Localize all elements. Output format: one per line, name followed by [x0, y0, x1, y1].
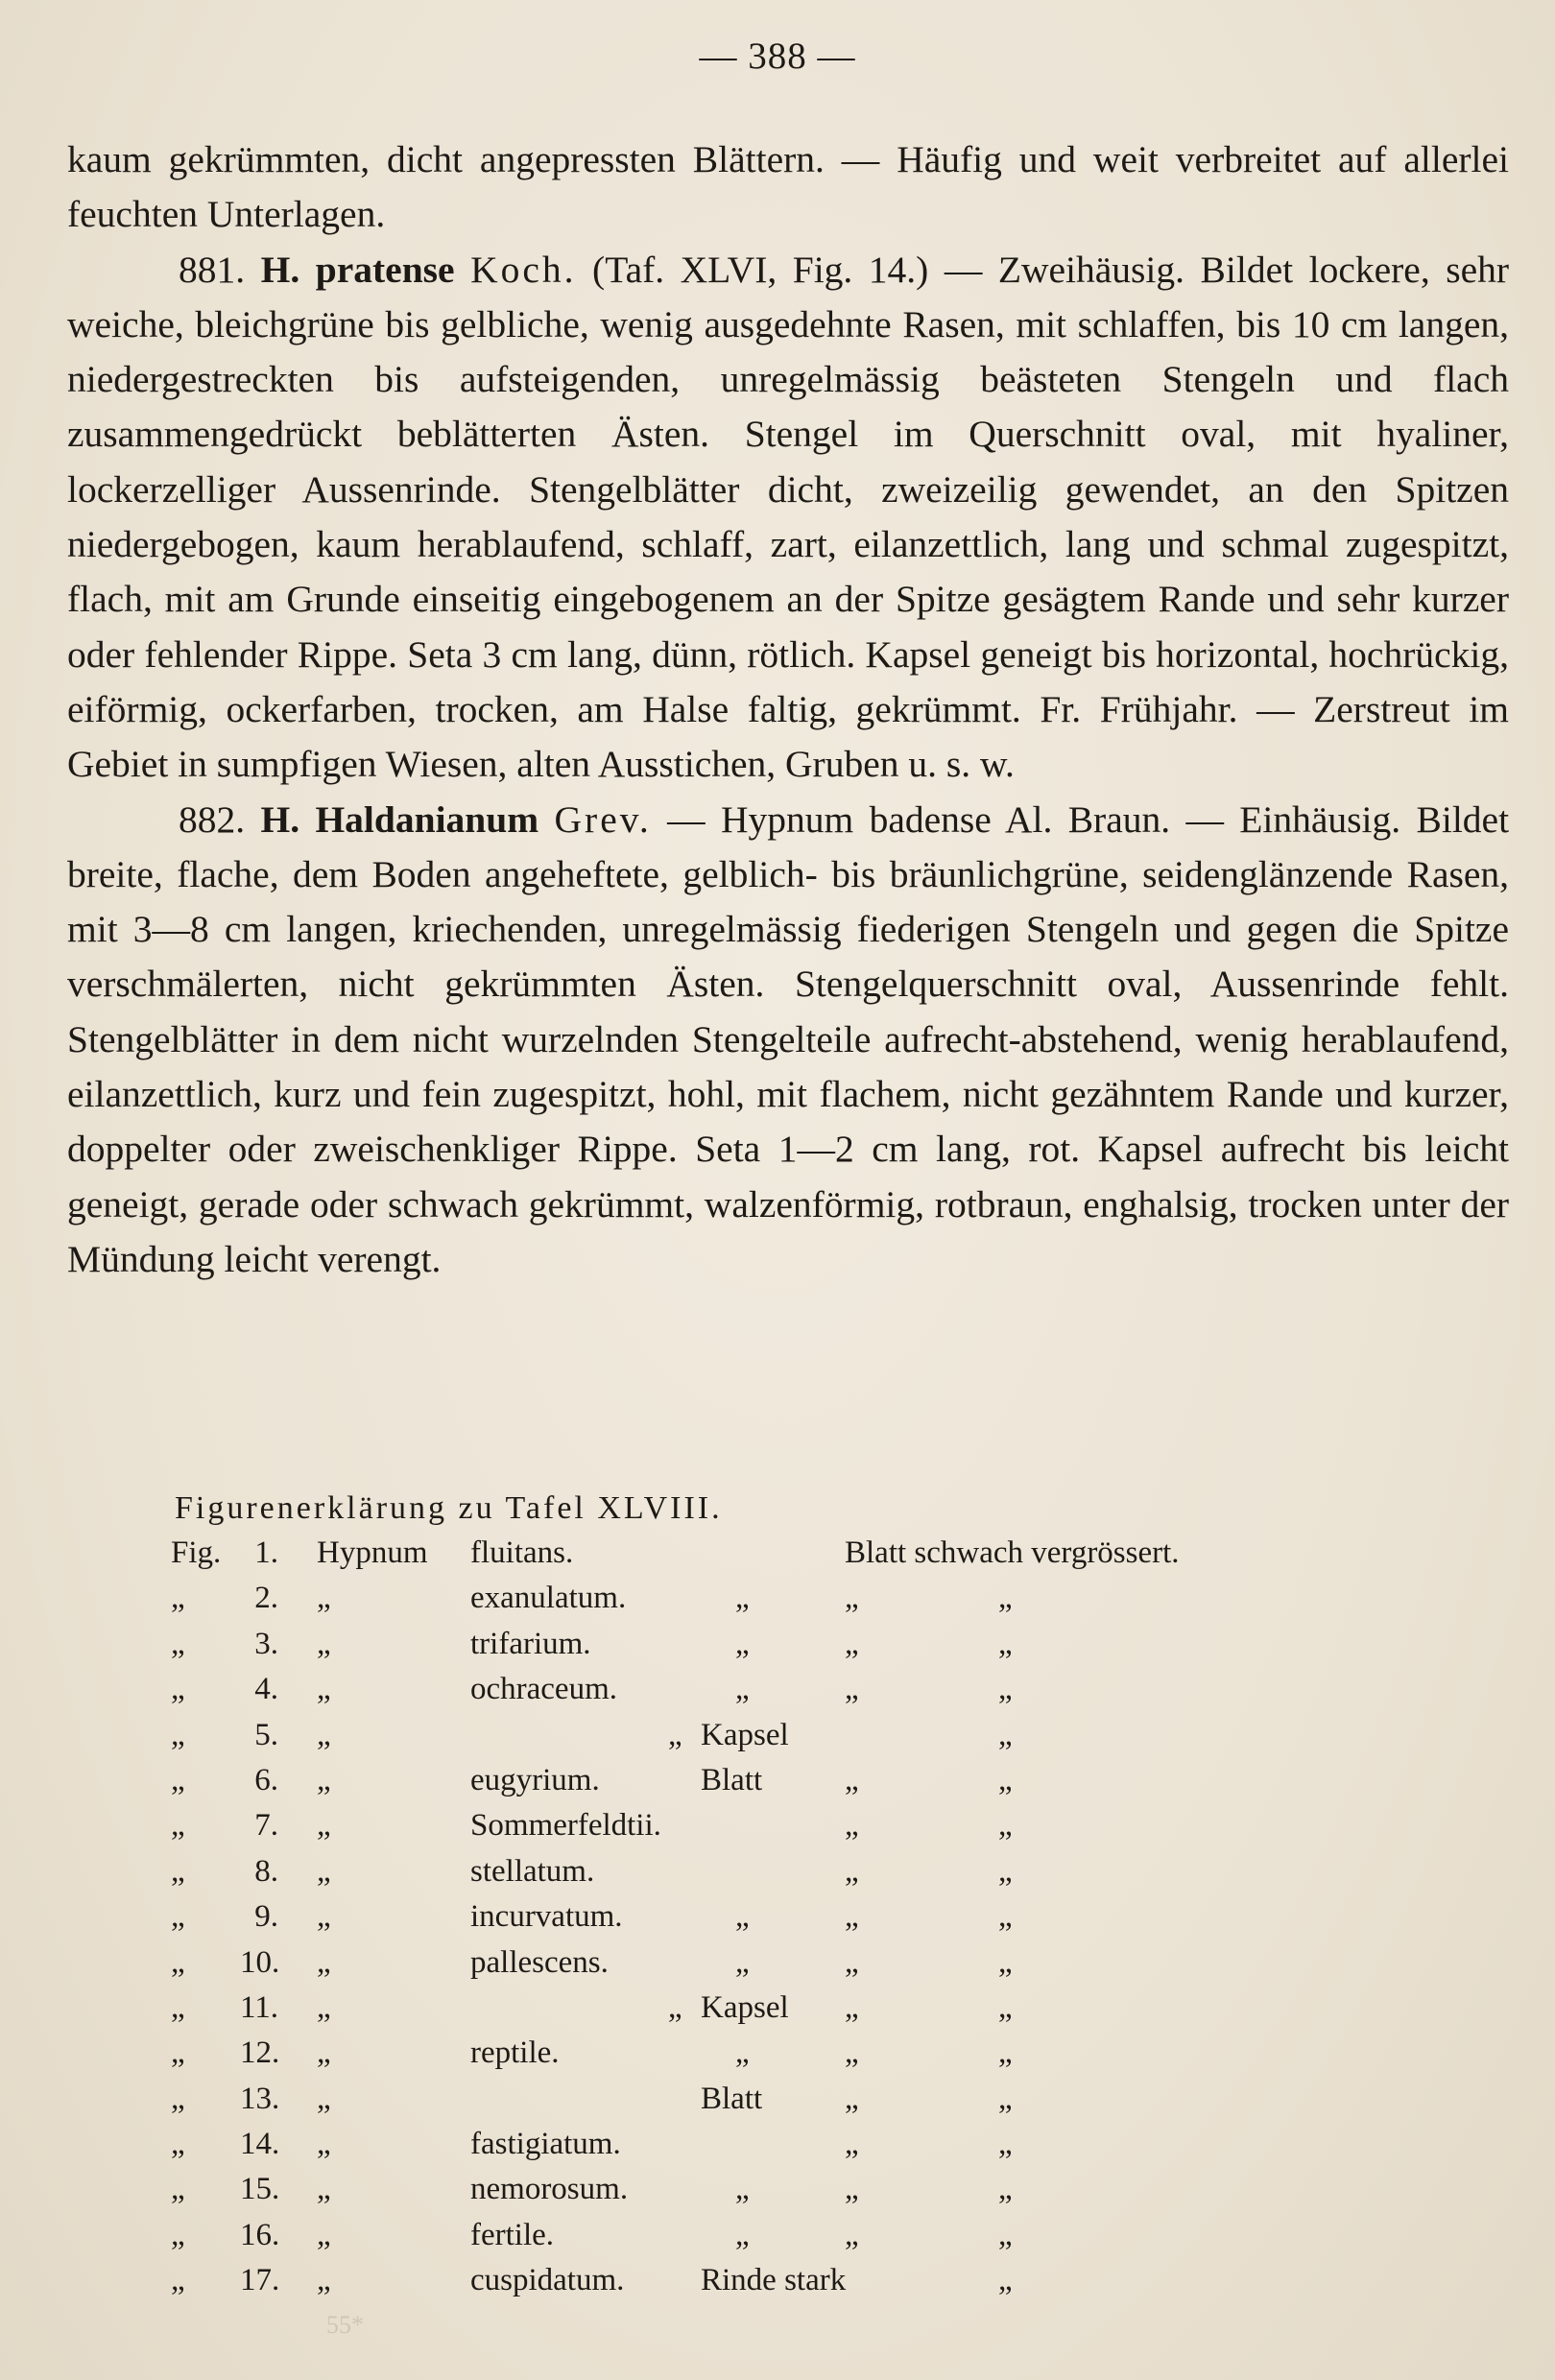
legend-ditto-mark: „: [668, 1989, 682, 2025]
legend-fig-number: 6.: [254, 1762, 278, 1797]
legend-fig-label: „: [171, 2172, 185, 2207]
legend-fig-number: 4.: [254, 1672, 278, 1707]
legend-fig-number: 17.: [240, 2263, 280, 2298]
legend-row: [0, 1672, 1555, 1717]
legend-fig-label: Fig.: [171, 1535, 222, 1570]
legend-ditto-mark: „: [845, 1762, 859, 1797]
legend-row: [0, 1899, 1555, 1944]
legend-ditto-mark: „: [998, 2172, 1013, 2207]
legend-ditto-mark: „: [845, 2035, 859, 2071]
page-number: — 388 —: [699, 36, 856, 77]
legend-ditto-mark: „: [845, 1989, 859, 2025]
legend-species: ochraceum.: [470, 1672, 617, 1707]
legend-row: [0, 1627, 1555, 1672]
legend-fig-label: „: [171, 1989, 185, 2025]
legend-fig-label: „: [171, 1944, 185, 1980]
legend-genus: „: [317, 2127, 331, 2162]
legend-fig-number: 2.: [254, 1581, 278, 1616]
legend-genus: „: [317, 2172, 331, 2207]
bleed-through-mark: 55*: [326, 2311, 364, 2339]
legend-ditto-mark: „: [845, 1626, 859, 1661]
legend-fig-label: „: [171, 1672, 185, 1707]
legend-fig-label: „: [171, 1581, 185, 1616]
legend-fig-number: 11.: [240, 1989, 279, 2025]
legend-species: Sommerfeldtii.: [470, 1808, 661, 1844]
legend-genus: „: [317, 2263, 331, 2298]
legend-part: Blatt: [701, 1762, 763, 1797]
legend-species: exanulatum.: [470, 1581, 627, 1616]
legend-ditto-mark: „: [668, 1717, 682, 1752]
paragraph-continuation: kaum gekrümmten, dicht angepressten Blättern. — Häufig und weit verbreitet auf allerlei feuchten Unterlagen.: [67, 138, 1509, 236]
legend-species: fertile.: [470, 2217, 555, 2252]
legend-ditto-mark: „: [735, 1899, 750, 1935]
legend-ditto-mark: „: [998, 1581, 1013, 1616]
legend-species: cuspidatum.: [470, 2263, 625, 2298]
legend-species: fluitans.: [470, 1535, 574, 1570]
legend-fig-label: „: [171, 2263, 185, 2298]
legend-row: [0, 2263, 1555, 2308]
legend-ditto-mark: „: [735, 1672, 750, 1707]
legend-part: Blatt: [701, 2081, 763, 2116]
legend-ditto-mark: „: [845, 1853, 859, 1889]
legend-genus: „: [317, 1853, 331, 1889]
legend-fig-label: „: [171, 1808, 185, 1844]
legend-ditto-mark: „: [998, 2081, 1013, 2116]
entry-body: (Taf. XLVI, Fig. 14.) — Zweihäusig. Bildet lockere, sehr weiche, bleichgrüne bis gelbliche, wenig ausgedehnte Rasen, mit schlaffen, bis 10 cm langen, niedergestreckten bis aufsteigenden, unregelmässig beästeten Stengeln und flach zusammengedrückt beblätterten Ästen. Stengel im Querschnitt oval, mit hyaliner, lockerzelliger Aussenrinde. Stengelblätter dicht, zweizeilig gewendet, an den Spitzen niedergebogen, kaum herablaufend, schlaff, zart, eilanzettlich, lang und schmal zugespitzt, flach, mit am Grunde einseitig eingebogenem an der Spitze gesägtem Rande und sehr kurzer oder fehlender Rippe. Seta 3 cm lang, dünn, rötlich. Kapsel geneigt bis horizontal, hochrückig, eiförmig, ockerfarben, trocken, am Halse faltig, gekrümmt. Fr. Frühjahr. — Zerstreut im Gebiet in sumpfigen Wiesen, alten Ausstichen, Gruben u. s. w.: [67, 248, 1510, 786]
legend-row: [0, 2218, 1555, 2263]
entry-number: 881.: [179, 248, 246, 291]
legend-row: [0, 2127, 1555, 2172]
legend-ditto-mark: „: [735, 2172, 750, 2207]
legend-ditto-mark: „: [735, 1944, 750, 1980]
legend-ditto-mark: „: [735, 1626, 750, 1661]
legend-genus: „: [317, 1762, 331, 1797]
legend-part: Rinde stark: [701, 2263, 847, 2298]
legend-genus: „: [317, 2035, 331, 2071]
legend-species: fastigiatum.: [470, 2127, 621, 2162]
entry-body: — Hypnum badense Al. Braun. — Einhäusig. Bildet breite, flache, dem Boden angeheftete, gelblich- bis bräunlichgrüne, seidenglänzende Rasen, mit 3—8 cm langen, kriechenden, unregelmässig fiederigen Stengeln und gegen die Spitze verschmälerten, nicht gekrümmten Ästen. Stengelquerschnitt oval, Aussenrinde fehlt. Stengelblätter in dem nicht wurzelnden Stengelteile aufrecht-abstehend, wenig herablaufend, eilanzettlich, kurz und fein zugespitzt, hohl, mit flachem, nicht gezähntem Rande und kurzer, doppelter oder zweischenkliger Rippe. Seta 1—2 cm lang, rot. Kapsel aufrecht bis leicht geneigt, gerade oder schwach gekrümmt, walzenförmig, rotbraun, enghalsig, trocken unter der Mündung leicht verengt.: [67, 797, 1510, 1280]
legend-ditto-mark: „: [845, 1808, 859, 1844]
legend-genus: „: [317, 1581, 331, 1616]
legend-fig-label: „: [171, 2217, 185, 2252]
species-author: Grev.: [554, 797, 652, 841]
legend-fig-number: 3.: [254, 1626, 278, 1661]
legend-genus: „: [317, 1944, 331, 1980]
legend-fig-label: „: [171, 1853, 185, 1889]
species-author: Koch.: [470, 248, 577, 291]
legend-ditto-mark: „: [998, 1762, 1013, 1797]
legend-genus: „: [317, 1989, 331, 2025]
legend-row: [0, 1535, 1555, 1581]
legend-fig-label: „: [171, 2081, 185, 2116]
legend-part: Kapsel: [701, 1717, 789, 1752]
legend-row: [0, 1763, 1555, 1808]
legend-ditto-mark: „: [735, 2035, 750, 2071]
legend-species: eugyrium.: [470, 1762, 600, 1797]
legend-ditto-mark: „: [998, 1626, 1013, 1661]
legend-fig-label: „: [171, 1626, 185, 1661]
genus-abbrev: H.: [260, 797, 300, 841]
legend-species: pallescens.: [470, 1944, 609, 1980]
legend-fig-label: „: [171, 1762, 185, 1797]
legend-row: [0, 1990, 1555, 2035]
entry-number: 882.: [179, 797, 246, 841]
legend-ditto-mark: „: [845, 1944, 859, 1980]
legend-row: [0, 1945, 1555, 1990]
genus-abbrev: H.: [260, 248, 300, 291]
entry-882: [67, 793, 1509, 1288]
legend-species: nemorosum.: [470, 2172, 629, 2207]
legend-genus: „: [317, 1899, 331, 1935]
legend-fig-number: 1.: [254, 1535, 278, 1570]
legend-genus: Hypnum: [317, 1535, 428, 1570]
main-text: [67, 132, 1509, 1287]
legend-ditto-mark: „: [845, 2081, 859, 2116]
legend-row: [0, 2172, 1555, 2217]
legend-fig-number: 9.: [254, 1899, 278, 1935]
legend-ditto-mark: „: [845, 2127, 859, 2162]
legend-row: [0, 1581, 1555, 1626]
legend-fig-label: „: [171, 1717, 185, 1752]
legend-ditto-mark: „: [845, 2172, 859, 2207]
legend-row: [0, 1808, 1555, 1853]
legend-species: reptile.: [470, 2035, 560, 2071]
legend-ditto-mark: „: [998, 2217, 1013, 2252]
legend-fig-number: 13.: [240, 2081, 280, 2116]
legend-row: [0, 2035, 1555, 2081]
legend-ditto-mark: „: [998, 1989, 1013, 2025]
legend-ditto-mark: „: [998, 1853, 1013, 1889]
legend-ditto-mark: „: [998, 1717, 1013, 1752]
legend-title: Figurenerklärung zu Tafel XLVIII.: [175, 1490, 723, 1526]
legend-genus: „: [317, 2081, 331, 2116]
legend-row: [0, 1854, 1555, 1899]
legend-ditto-mark: „: [998, 2263, 1013, 2298]
legend-ditto-mark: „: [998, 1899, 1013, 1935]
figure-legend: [0, 1535, 1555, 2309]
legend-genus: „: [317, 1717, 331, 1752]
legend-genus: „: [317, 1672, 331, 1707]
legend-fig-label: „: [171, 1899, 185, 1935]
legend-ditto-mark: „: [845, 1672, 859, 1707]
legend-fig-number: 15.: [240, 2172, 280, 2207]
legend-row: [0, 1718, 1555, 1763]
species-name: pratense: [315, 248, 455, 291]
legend-part: Kapsel: [701, 1989, 789, 2025]
legend-ditto-mark: „: [998, 2035, 1013, 2071]
legend-ditto-mark: „: [998, 1944, 1013, 1980]
legend-description: Blatt schwach vergrössert.: [845, 1535, 1180, 1570]
legend-species: trifarium.: [470, 1626, 591, 1661]
legend-fig-number: 14.: [240, 2127, 280, 2162]
legend-ditto-mark: „: [845, 1899, 859, 1935]
legend-ditto-mark: „: [845, 2217, 859, 2252]
legend-genus: „: [317, 1808, 331, 1844]
legend-fig-number: 8.: [254, 1853, 278, 1889]
legend-genus: „: [317, 1626, 331, 1661]
legend-ditto-mark: „: [845, 1581, 859, 1616]
legend-fig-number: 7.: [254, 1808, 278, 1844]
entry-881: [67, 243, 1509, 793]
legend-ditto-mark: „: [735, 1581, 750, 1616]
legend-fig-label: „: [171, 2035, 185, 2071]
legend-genus: „: [317, 2217, 331, 2252]
species-name: Haldanianum: [315, 797, 539, 841]
legend-fig-number: 5.: [254, 1717, 278, 1752]
legend-fig-number: 16.: [240, 2217, 280, 2252]
legend-ditto-mark: „: [998, 1808, 1013, 1844]
legend-species: stellatum.: [470, 1853, 595, 1889]
legend-row: [0, 2082, 1555, 2127]
legend-fig-label: „: [171, 2127, 185, 2162]
legend-ditto-mark: „: [998, 2127, 1013, 2162]
legend-ditto-mark: „: [998, 1672, 1013, 1707]
legend-fig-number: 10.: [240, 1944, 280, 1980]
legend-species: incurvatum.: [470, 1899, 623, 1935]
legend-fig-number: 12.: [240, 2035, 280, 2071]
legend-ditto-mark: „: [735, 2217, 750, 2252]
